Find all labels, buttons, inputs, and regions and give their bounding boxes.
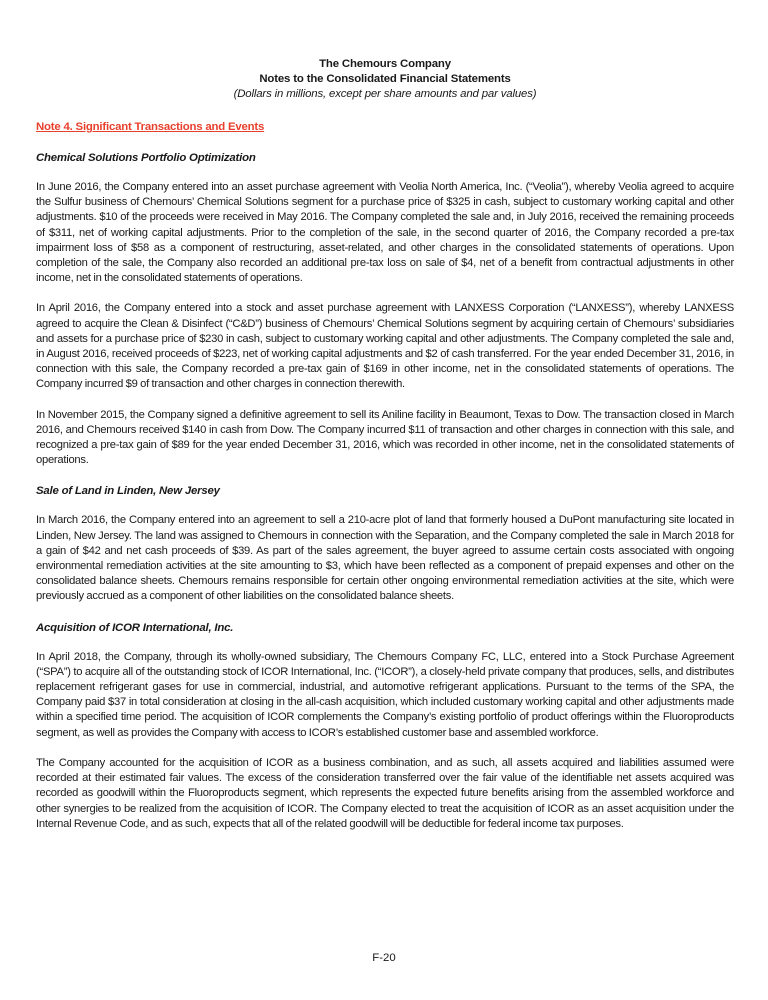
section-heading: Acquisition of ICOR International, Inc. [36, 621, 234, 634]
paragraph: The Company accounted for the acquisition of ICOR as a business combination, and as such, all assets acquired and liabilities assumed were recorded at their estimated fair values. The excess of the consideration transferred over the fair value of the identifiable net assets acquired was recorded as goodwill within the Fluoroproducts segment, which represents the expected future benefits arising from the assembled workforce and other synergies to be realized from the acquisition of ICOR. The Company elected to treat the acquisition of ICOR as an asset acquisition under the Internal Revenue Code, and as such, expects that all of the related goodwill will be deductible for federal income tax purposes. [36, 756, 734, 830]
paragraph: In November 2015, the Company signed a definitive agreement to sell its Aniline facility in Beaumont, Texas to Dow. The transaction closed in March 2016, and Chemours received $140 in cash from Dow. The Company incurred $11 of transaction and other charges in connection with this sale, and recognized a pre-tax gain of $89 for the year ended December 31, 2016, which was recorded in other income, net in the consolidated statements of operations. [36, 408, 734, 467]
document-subtitle: (Dollars in millions, except per share amounts and par values) [233, 88, 537, 100]
section-heading: Chemical Solutions Portfolio Optimization [36, 152, 256, 164]
document-page [36, 0, 734, 832]
document-title: Notes to the Consolidated Financial Statements [259, 73, 511, 85]
section-portfolio-optimization [36, 151, 734, 468]
paragraph: In April 2018, the Company, through its wholly-owned subsidiary, The Chemours Company FC, LLC, entered into a Stock Purchase Agreement (“SPA”) to acquire all of the outstanding stock of ICOR International, Inc. (“ICOR”), a closely-held private company that produces, sells, and distributes replacement refrigerant gases for use in commercial, industrial, and automotive refrigerant applications. Pursuant to the terms of the SPA, the Company paid $37 in total consideration at closing in the all-cash acquisition, which included customary working capital and other adjustments made within a specified time period. The acquisition of ICOR complements the Company’s existing portfolio of product offerings within the Fluoroproducts segment, as well as provides the Company with access to ICOR’s established customer base and assembled workforce. [36, 650, 734, 739]
paragraph: In April 2016, the Company entered into a stock and asset purchase agreement with LANXESS Corporation (“LANXESS”), whereby LANXESS agreed to acquire the Clean & Disinfect (“C&D”) business of Chemours’ Chemical Solutions segment by acquiring certain of Chemours’ subsidiaries and assets for a purchase price of $230 in cash, subject to customary working capital and other adjustments. The Company completed the sale and, in August 2016, received proceeds of $223, net of working capital adjustments and $2 of cash transferred. For the year ended December 31, 2016, in connection with this sale, the Company recorded a pre-tax gain of $169 in other income, net in the consolidated statements of operations. The Company incurred $9 of transaction and other charges in connection therewith. [36, 302, 734, 391]
note-title: Note 4. Significant Transactions and Events [36, 121, 265, 133]
page-number: F-20 [372, 952, 396, 964]
paragraph: In June 2016, the Company entered into an asset purchase agreement with Veolia North America, Inc. (“Veolia”), whereby Veolia agreed to acquire the Sulfur business of Chemours’ Chemical Solutions segment for a purchase price of $325 in cash, subject to customary working capital and other adjustments. $10 of the proceeds were received in May 2016. The Company completed the sale and, in July 2016, received the remaining proceeds of $311, net of working capital adjustments. Prior to the completion of the sale, in the second quarter of 2016, the Company recorded a pre-tax impairment loss of $58 as a component of restructuring, asset-related, and other charges in the consolidated statements of operations. Upon completion of the sale, the Company also recorded an additional pre-tax loss on sale of $4, net of a benefit from contractual adjustments in other income, net in the consolidated statements of operations. [36, 181, 734, 285]
company-name: The Chemours Company [319, 58, 451, 70]
section-heading: Sale of Land in Linden, New Jersey [36, 485, 220, 498]
document-header [36, 57, 734, 102]
section-linden-land-sale [36, 484, 734, 604]
paragraph: In March 2016, the Company entered into an agreement to sell a 210-acre plot of land that formerly housed a DuPont manufacturing site located in Linden, New Jersey. The land was assigned to Chemours in connection with the Separation, and the Company completed the sale in March 2018 for a gain of $42 and net cash proceeds of $39. As part of the sales agreement, the buyer agreed to assume certain costs associated with ongoing environmental remediation activities at the site amounting to $3, which have been reflected as a component of prepaid expenses and other on the consolidated balance sheets. Chemours remains responsible for certain other ongoing environmental remediation activities at the site, which were previously accrued as a component of other liabilities on the consolidated balance sheets. [36, 514, 734, 603]
section-icor-acquisition [36, 621, 734, 832]
